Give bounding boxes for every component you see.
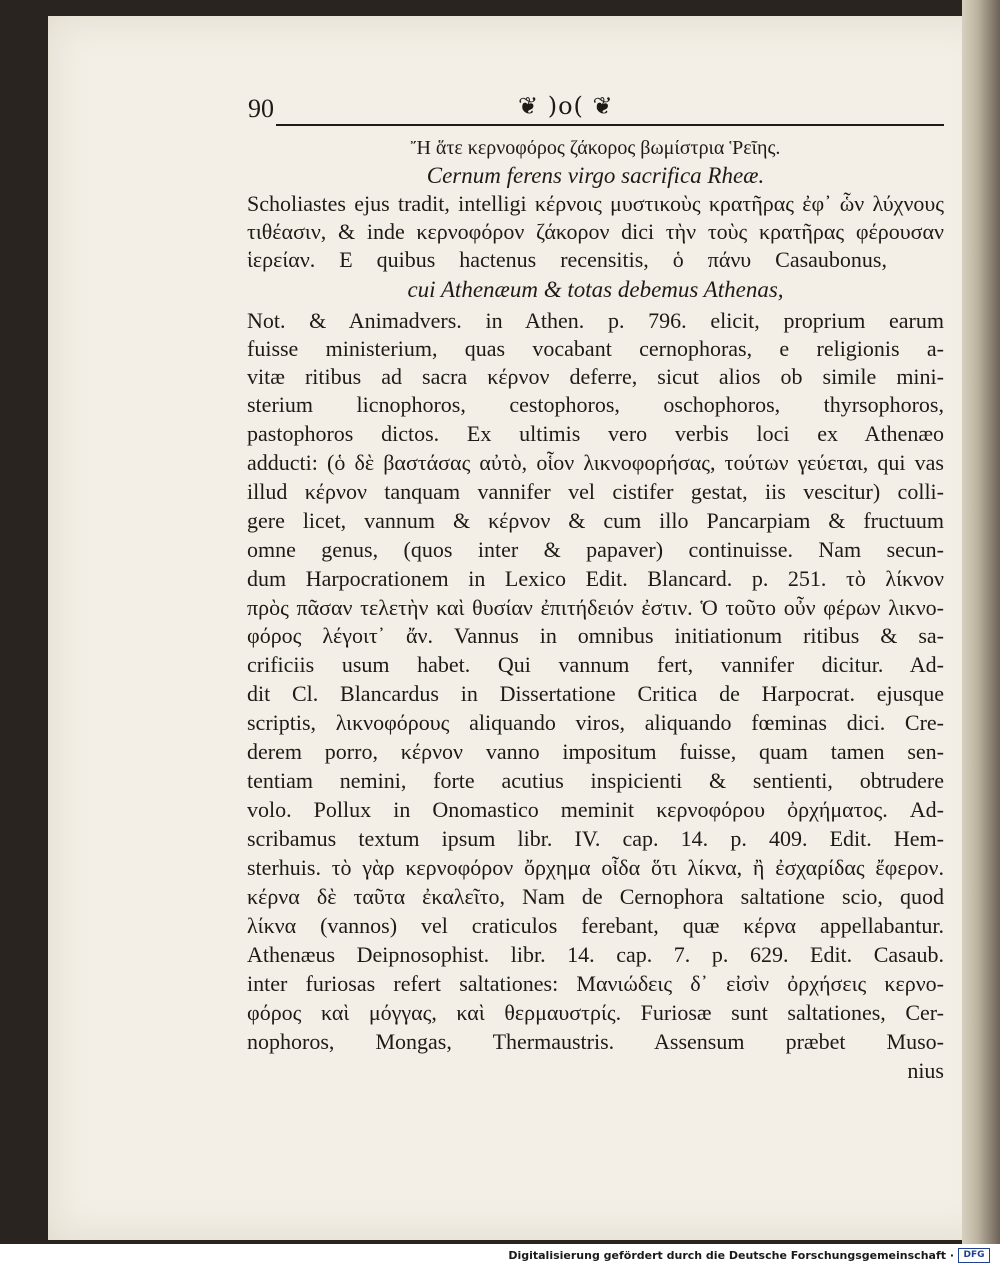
- text-line: πρὸς πᾶσαν τελετὴν καὶ θυσίαν ἐπιτήδειόν ἐστιν. Ὁ τοῦτο οὖν φέρων λικνο-: [247, 595, 944, 620]
- text-line: dum Harpocrationem in Lexico Edit. Blancard. p. 251. τὸ λίκνον: [247, 566, 944, 591]
- page-number: 90: [248, 94, 274, 123]
- text-line: pastophoros dictos. Ex ultimis vero verbis loci ex Athenæo: [247, 421, 944, 446]
- text-line: φόρος καὶ μόγγας, καὶ θερμαυστρίς. Furiosæ sunt saltationes, Cer-: [247, 1000, 944, 1025]
- text-line: inter furiosas refert saltationes: Μανιώδεις δ᾽ εἰσὶν ὀρχήσεις κερνο-: [247, 971, 944, 996]
- text-line: nophoros, Mongas, Thermaustris. Assensum præbet Muso-: [247, 1029, 944, 1054]
- header-rule: [276, 124, 944, 126]
- text-line: sterhuis. τὸ γὰρ κερνοφόρον ὄρχημα οἶδα ὅτι λίκνα, ἢ ἐσχαρίδας ἔφερον.: [247, 855, 944, 880]
- page-edge: [962, 0, 1000, 1244]
- text-line: τιθέασιν, & inde κερνοφόρον ζάκορον dici τὴν τοὺς κρατῆρας φέρουσαν: [247, 219, 944, 244]
- text-line: φόρος λέγοιτ᾽ ἄν. Vannus in omnibus initiationum ritibus & sa-: [247, 623, 944, 648]
- dfg-logo-icon: DFG: [958, 1248, 990, 1263]
- text-line: derem porro, κέρνον vanno impositum fuisse, quam tamen sen-: [247, 739, 944, 764]
- text-line: adducti: (ὁ δὲ βαστάσας αὐτὸ, οἷον λικνοφορήσας, τούτων γεύεται, qui vas: [247, 450, 944, 475]
- text-line: dit Cl. Blancardus in Dissertatione Critica de Harpocrat. ejusque: [247, 681, 944, 706]
- header-ornament-icon: ❦ )o( ❦: [518, 92, 614, 120]
- text-line: Scholiastes ejus tradit, intelligi κέρνοις μυστικοὺς κρατῆρας ἐφ᾽ ὧν λύχνους: [247, 191, 944, 216]
- text-line: gere licet, vannum & κέρνον & cum illo Pancarpiam & fructuum: [247, 508, 944, 533]
- text-line: fuisse ministerium, quas vocabant cernophoras, e religionis a-: [247, 336, 944, 361]
- verse-latin: Cernum ferens virgo sacrifica Rheæ.: [426, 163, 765, 188]
- text-line: crificiis usum habet. Qui vannum fert, vannifer dicitur. Ad-: [247, 652, 944, 677]
- text-line: scriptis, λικνοφόρους aliquando viros, aliquando fœminas dici. Cre-: [247, 710, 944, 735]
- text-line: ἱερείαν. E quibus hactenus recensitis, ὁ πάνυ Casaubonus,: [247, 247, 887, 272]
- text-line: omne genus, (quos inter & papaver) continuisse. Nam secun-: [247, 537, 944, 562]
- footer-credit: Digitalisierung gefördert durch die Deutsche Forschungsgemeinschaft ·: [508, 1249, 954, 1262]
- text-line: Athenæus Deipnosophist. libr. 14. cap. 7. p. 629. Edit. Casaub.: [247, 942, 944, 967]
- text-line: sterium licnophoros, cestophoros, oschophoros, thyrsophoros,: [247, 392, 944, 417]
- text-line: κέρνα δὲ ταῦτα ἐκαλεῖτο, Nam de Cernophora saltatione scio, quod: [247, 884, 944, 909]
- text-line: scribamus textum ipsum libr. IV. cap. 14. p. 409. Edit. Hem-: [247, 826, 944, 851]
- text-line: illud κέρνον tanquam vannifer vel cistifer gestat, iis vescitur) colli-: [247, 479, 944, 504]
- verse-greek: Ἤ ἅτε κερνοφόρος ζάκορος βωμίστρια Ῥεῖης.: [410, 137, 781, 159]
- text-line: Not. & Animadvers. in Athen. p. 796. elicit, proprium earum: [247, 308, 944, 333]
- text-line: tentiam nemini, forte acutius inspicienti & sentienti, obtrudere: [247, 768, 944, 793]
- catchword: nius: [907, 1058, 944, 1083]
- text-line: vitæ ritibus ad sacra κέρνον deferre, sicut alios ob simile mini-: [247, 364, 944, 389]
- quote-line: cui Athenæum & totas debemus Athenas,: [407, 277, 784, 302]
- text-line: λίκνα (vannos) vel craticulos ferebant, quæ κέρνα appellabantur.: [247, 913, 944, 938]
- text-line: volo. Pollux in Onomastico meminit κερνοφόρου ὀρχήματος. Ad-: [247, 797, 944, 822]
